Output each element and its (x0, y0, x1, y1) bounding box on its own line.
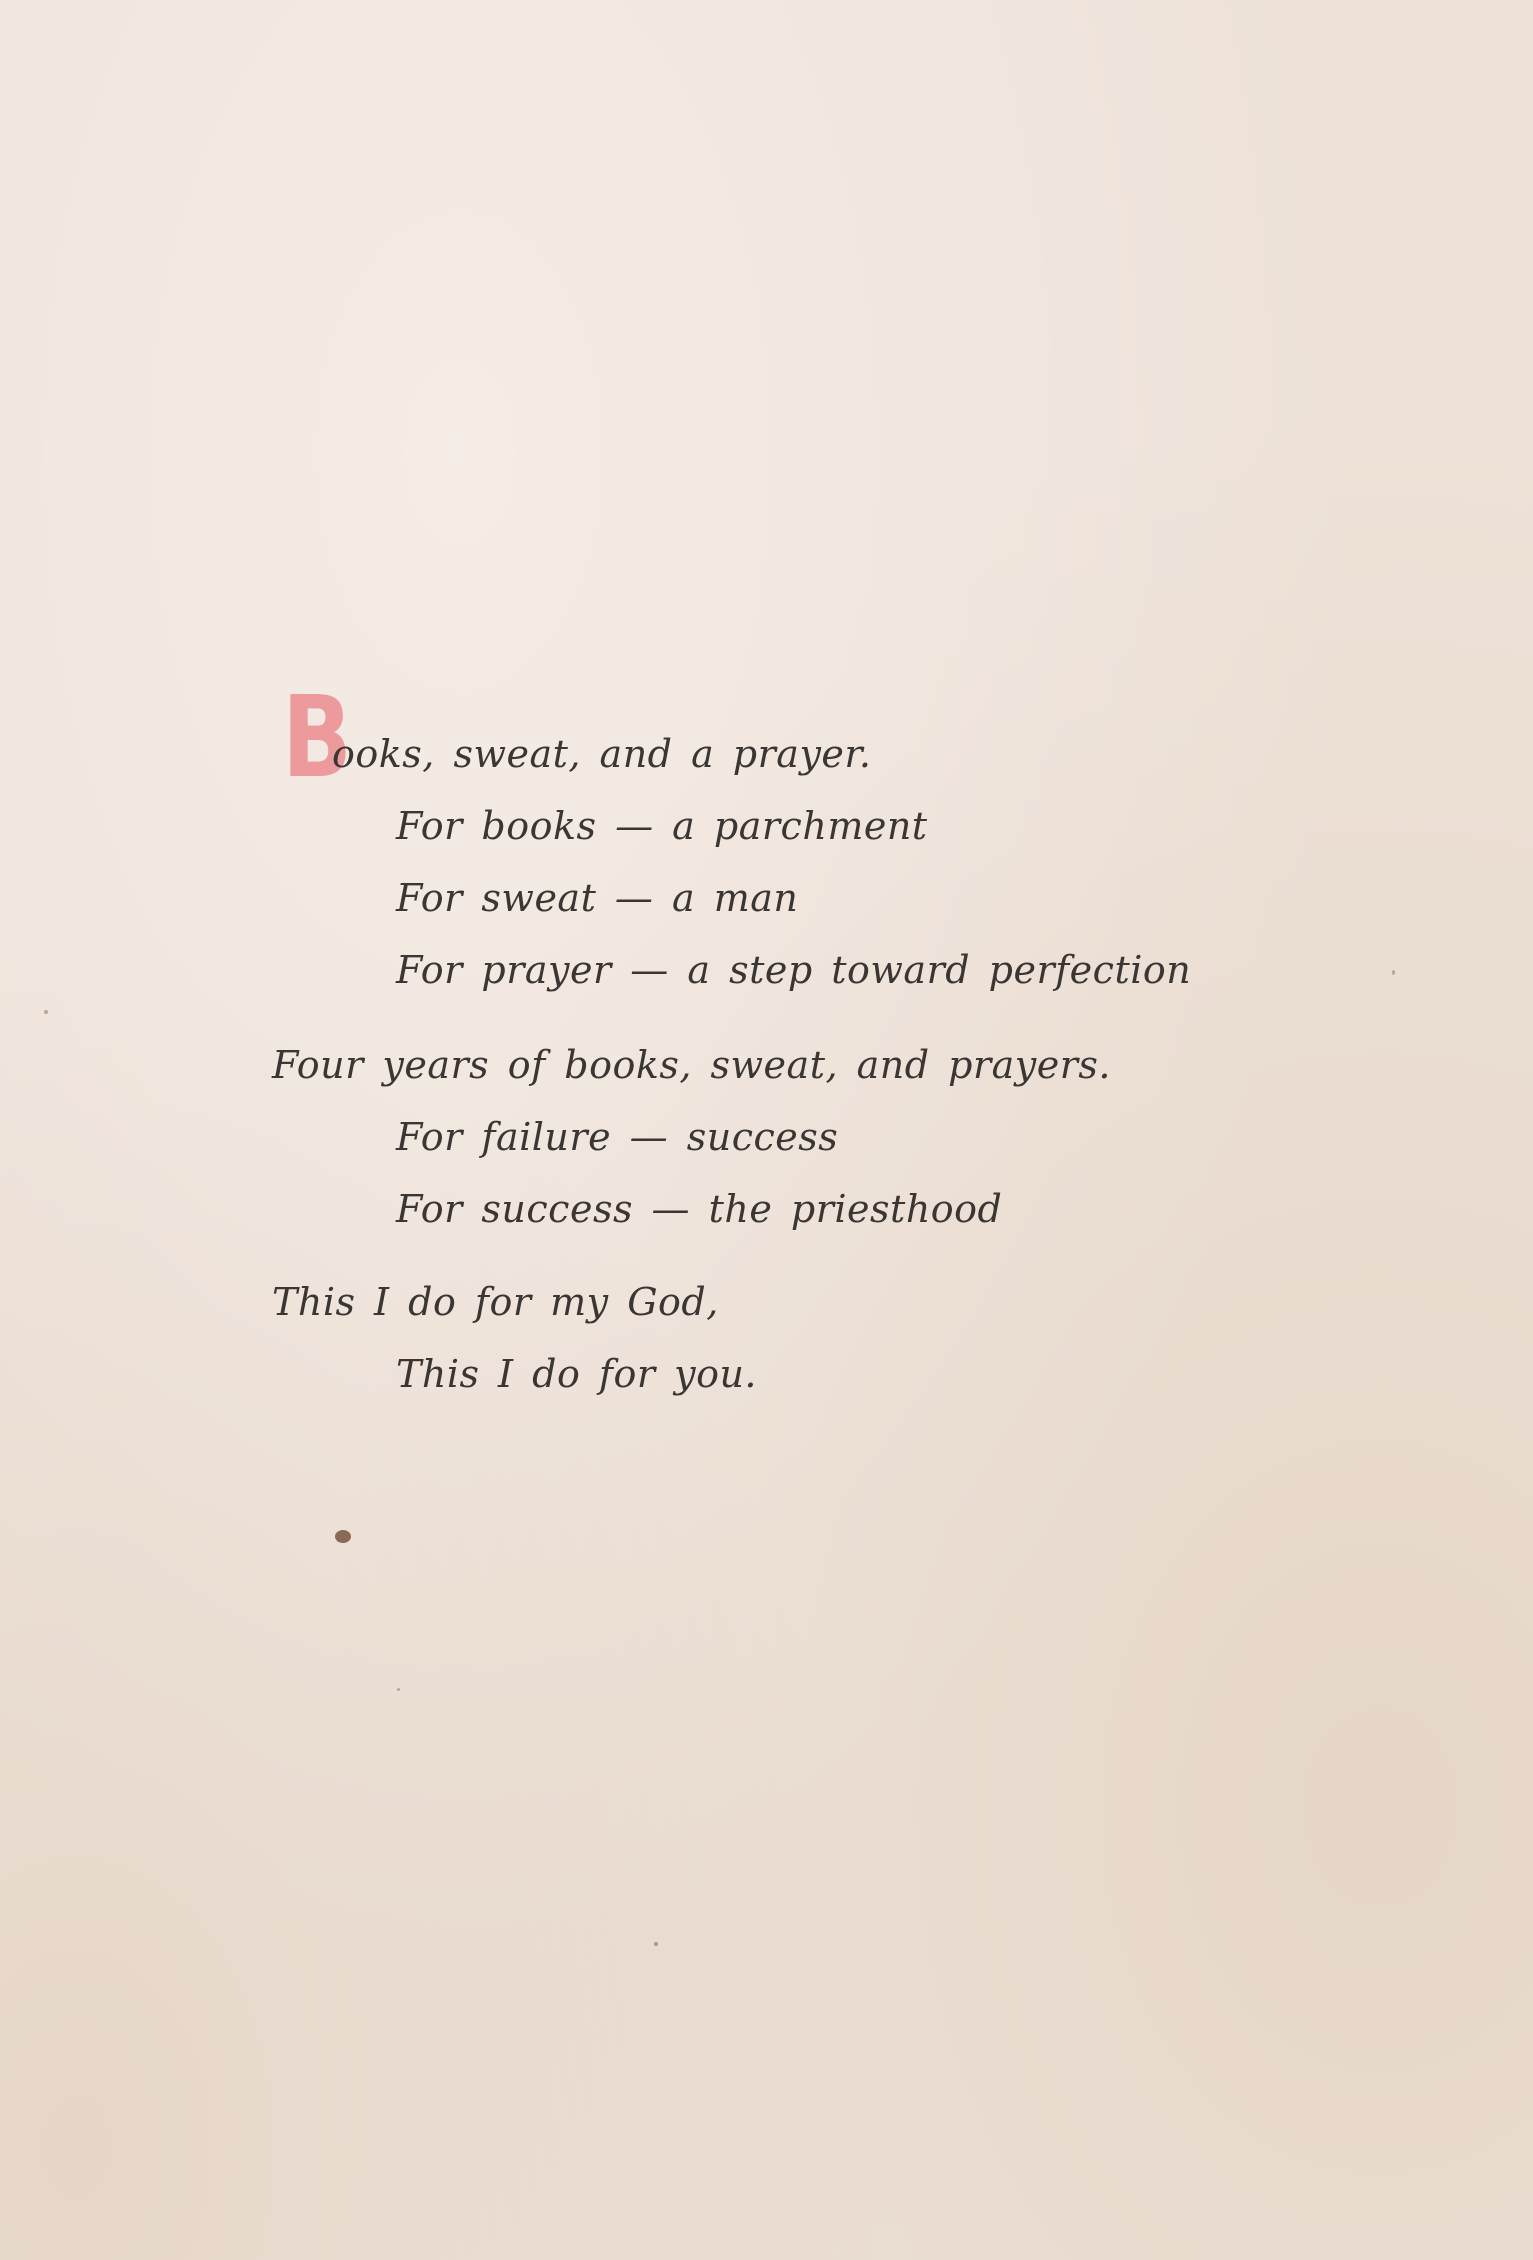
poem-line: ooks, sweat, and a prayer. (332, 732, 872, 776)
poem-line: This I do for you. (396, 1352, 758, 1396)
poem-line: Four years of books, sweat, and prayers. (272, 1043, 1112, 1087)
poem-line: For success — the priesthood (396, 1187, 1003, 1231)
drop-cap-letter: B (282, 673, 353, 803)
poem-line: For prayer — a step toward perfection (396, 948, 1192, 992)
poem-line: For failure — success (396, 1115, 839, 1159)
poem-line: For books — a parchment (396, 804, 928, 848)
poem-line: For sweat — a man (396, 876, 799, 920)
poem-line: This I do for my God, (272, 1280, 719, 1324)
